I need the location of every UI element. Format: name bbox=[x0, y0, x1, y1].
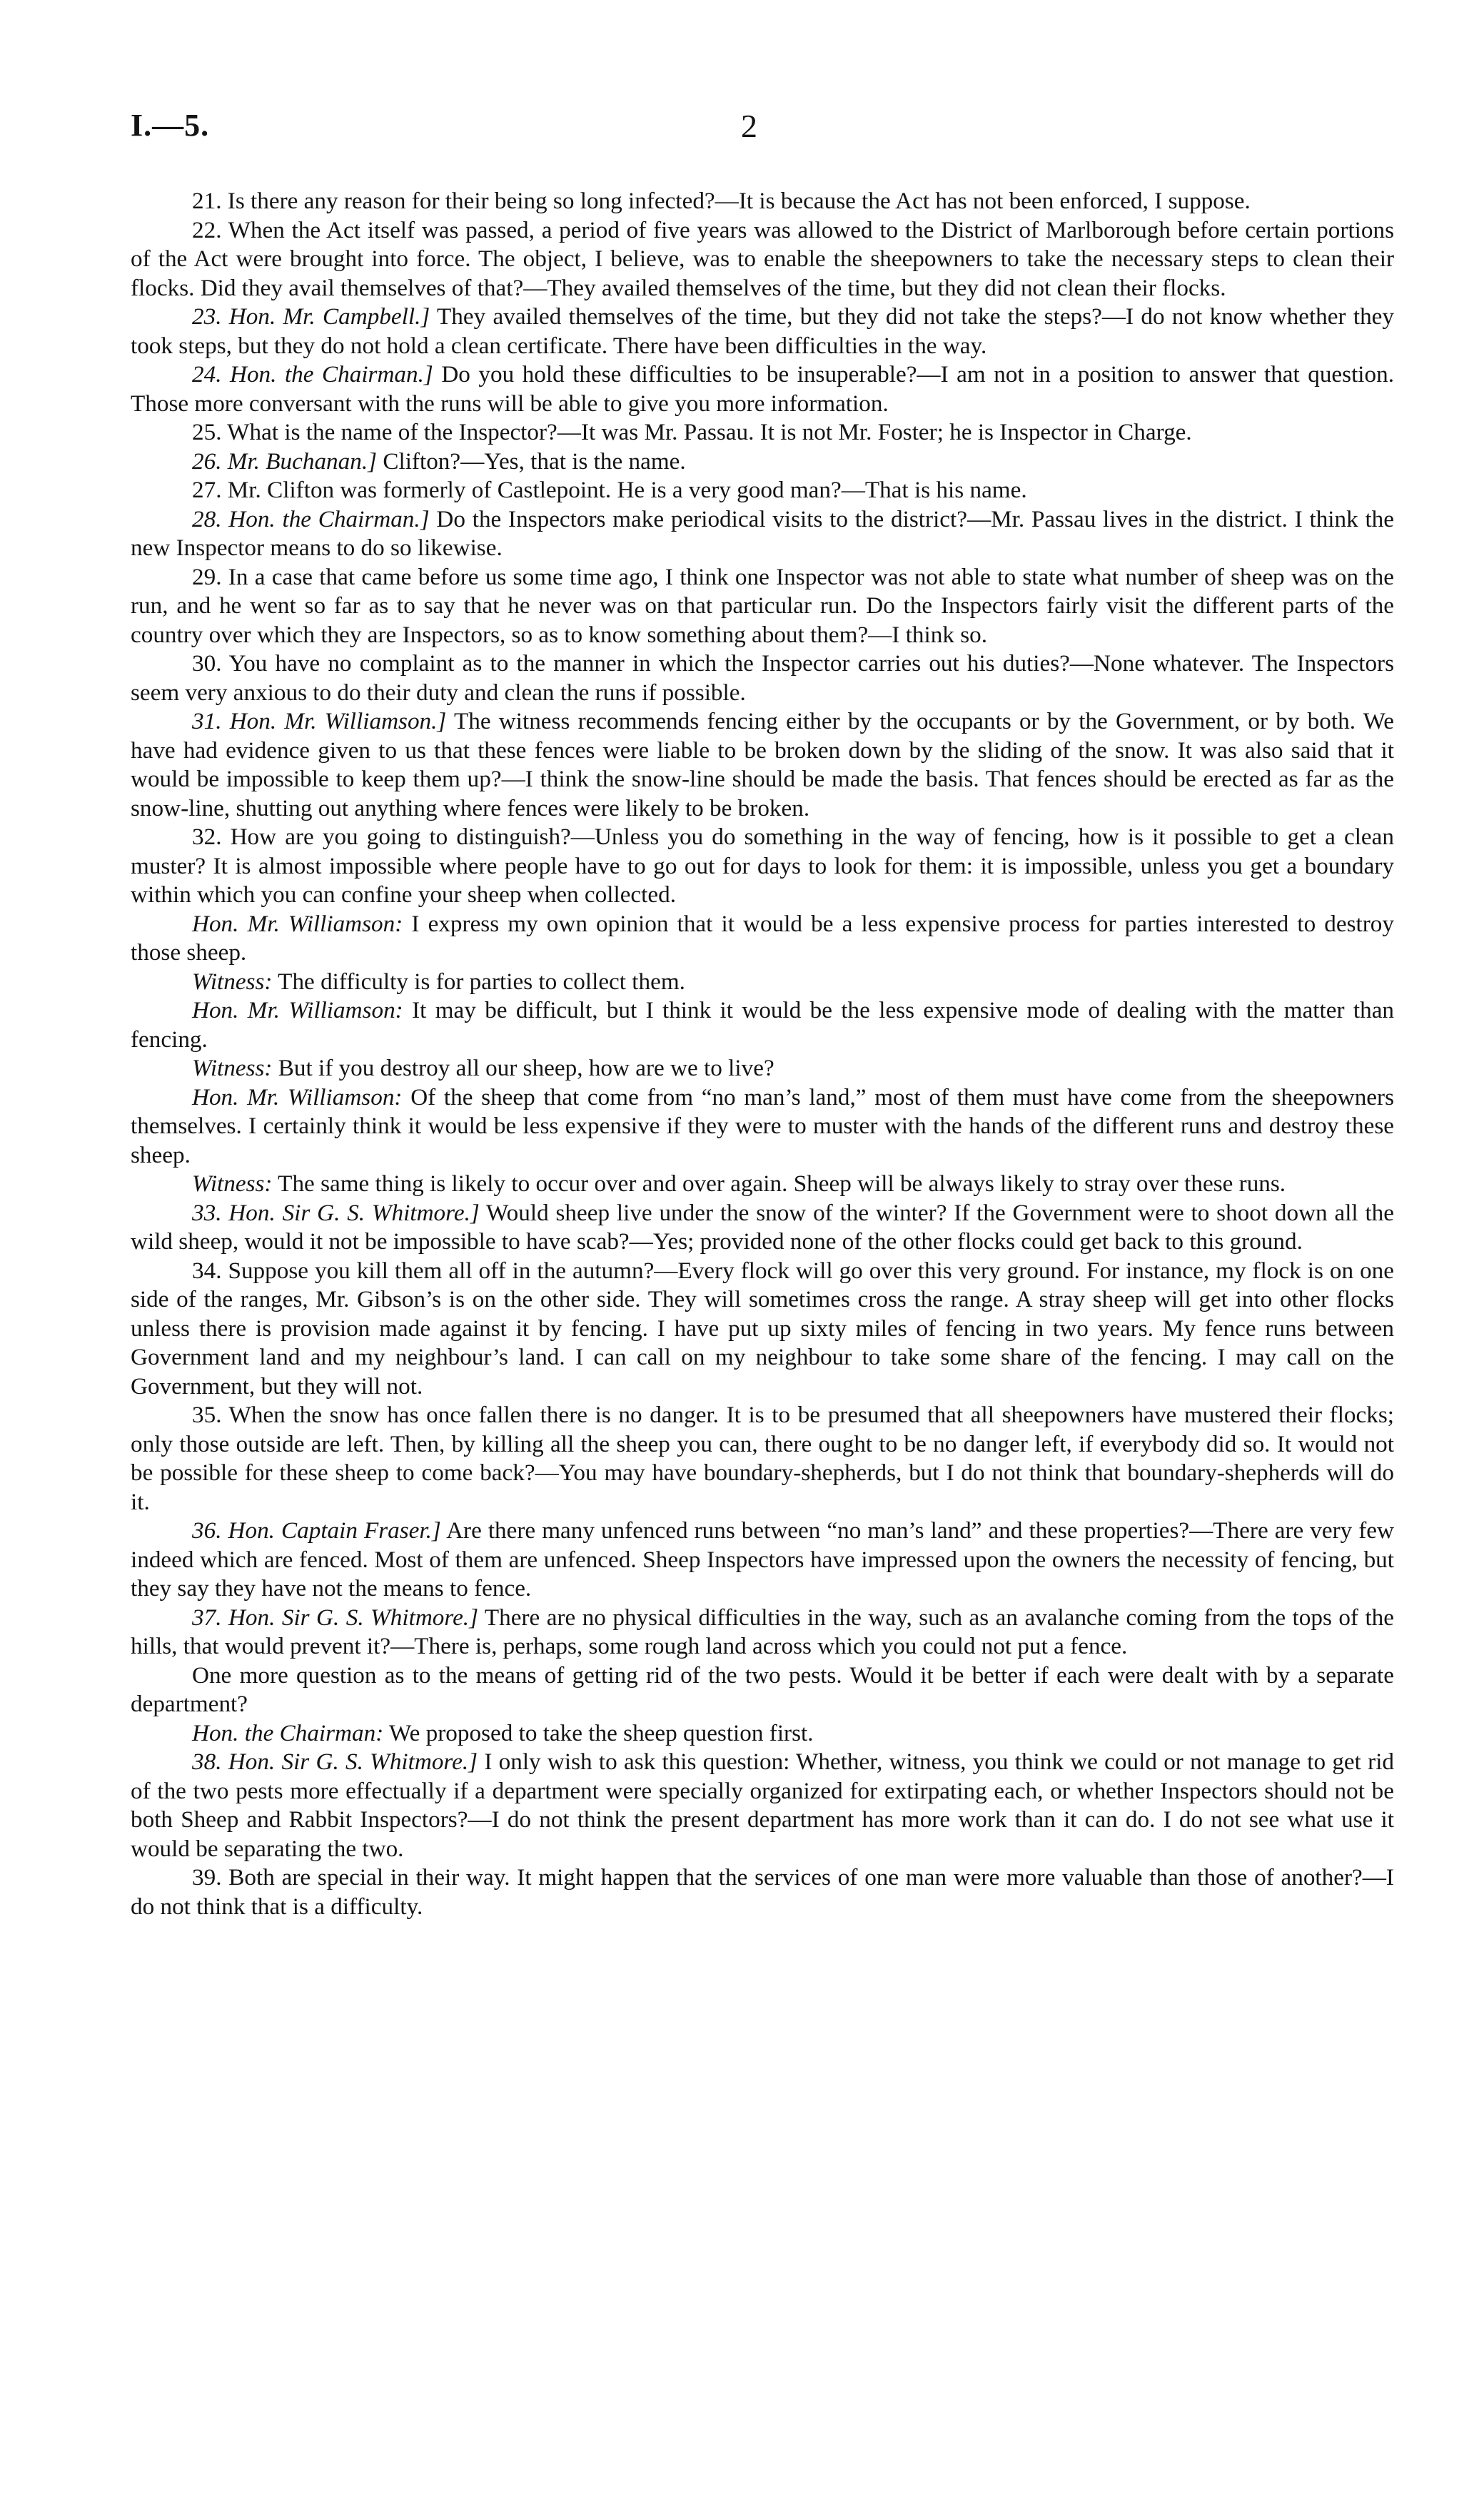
speaker-label: Hon. Mr. Williamson: bbox=[192, 1083, 403, 1110]
speaker-label: Hon. Mr. Williamson: bbox=[192, 997, 403, 1023]
paragraph bbox=[131, 1199, 1394, 1257]
paragraph bbox=[131, 968, 1394, 997]
paragraph bbox=[131, 1054, 1394, 1083]
paragraph-text: There are no physical difficulties in the way, such as an avalanche coming from the tops of the hills, that would prevent it?—There is, perhaps, some rough land across which you could not put a fence. bbox=[131, 1604, 1394, 1659]
paragraph bbox=[131, 823, 1394, 910]
paragraph bbox=[131, 1257, 1394, 1402]
paragraph-text: 21. Is there any reason for their being so long infected?—It is because the Act has not been enforced, I suppose. bbox=[192, 188, 1251, 214]
paragraph-text: It may be difficult, but I think it would be the less expensive mode of dealing with the matter than fencing. bbox=[131, 997, 1395, 1053]
paragraph-text: The witness recommends fencing either by the occupants or by the Government, or by both. We have had evidence given to us that these fences were liable to be broken down by the sliding of the snow. It was also said that it would be impossible to keep them up?—I think the snow-line should be made the basis. That fences should be erected as far as the snow-line, shutting out anything where fences were likely to be broken. bbox=[131, 708, 1395, 821]
paragraph bbox=[131, 996, 1394, 1054]
paragraph-text: Of the sheep that come from “no man’s land,” most of them must have come from the sheepowners themselves. I certainly think it would be less expensive if they were to muster with the hands of the different runs and destroy these sheep. bbox=[131, 1083, 1394, 1168]
paragraph-text: I only wish to ask this question: Whether, witness, you think we could or not manage to get rid of the two pests more effectually if a department were specially organized for extirpating each, or whether Inspectors should not be both Sheep and Rabbit Inspectors?—I do not think the present department has more work than it can do. I do not see what use it would be separating the two. bbox=[131, 1749, 1395, 1862]
page-header bbox=[131, 107, 1394, 150]
paragraph-text: Are there many unfenced runs between “no man’s land” and these properties?—There are very few indeed which are fenced. Most of them are unfenced. Sheep Inspectors have impressed upon the owners the necessity of fencing, but they say they have not the means to fence. bbox=[131, 1517, 1395, 1601]
paragraph bbox=[131, 1401, 1394, 1517]
paragraph-text: I express my own opinion that it would be a less expensive process for parties interested to destroy those sheep. bbox=[131, 910, 1394, 966]
paragraph-text: The difficulty is for parties to collect them. bbox=[278, 968, 685, 995]
speaker-label: 23. Hon. Mr. Campbell.] bbox=[192, 303, 430, 330]
paragraph-text: 35. When the snow has once fallen there is no danger. It is to be presumed that all sheepowners have mustered their flocks; only those outside are left. Then, by killing all the sheep you can, there ought to be no danger left, if everybody did so. It would not be possible for these sheep to come back?—You may have boundary-shepherds, but I do not think that boundary-shepherds will do it. bbox=[131, 1402, 1394, 1515]
paragraph bbox=[131, 1604, 1394, 1661]
paragraph bbox=[131, 649, 1394, 707]
paragraph bbox=[131, 476, 1394, 505]
paragraph bbox=[131, 1083, 1394, 1170]
paragraph-text: 29. In a case that came before us some time ago, I think one Inspector was not able to state what number of sheep was on the run, and he went so far as to say that he never was on that particular run. Do the Inspectors fairly visit the different parts of the country over which they are Inspectors, so as to know something about them?—I think so. bbox=[131, 563, 1394, 648]
speaker-label: Witness: bbox=[192, 1055, 273, 1081]
speaker-label: Hon. Mr. Williamson: bbox=[192, 910, 403, 937]
paragraph-text: Clifton?—Yes, that is the name. bbox=[383, 447, 686, 475]
paragraph-text: But if you destroy all our sheep, how are we to live? bbox=[278, 1055, 774, 1081]
document-body bbox=[131, 187, 1394, 1921]
paragraph bbox=[131, 187, 1394, 216]
document-reference: I.—5. bbox=[131, 108, 210, 143]
speaker-label: 28. Hon. the Chairman.] bbox=[192, 505, 430, 532]
speaker-label: 24. Hon. the Chairman.] bbox=[192, 361, 433, 388]
paragraph-text: Would sheep live under the snow of the winter? If the Government were to shoot down all the wild sheep, would it not be impossible to have scab?—Yes; provided none of the other flocks could get back to this ground. bbox=[131, 1199, 1394, 1255]
paragraph-text: They availed themselves of the time, but they did not take the steps?—I do not know whether they took steps, but they do not hold a clean certificate. There have been difficulties in the way. bbox=[131, 303, 1394, 359]
speaker-label: Hon. the Chairman: bbox=[192, 1719, 384, 1746]
paragraph-text: 22. When the Act itself was passed, a period of five years was allowed to the District of Marlborough before certain portions of the Act were brought into force. The object, I believe, was to enable the sheepowners to take the necessary steps to clean their flocks. Did they avail themselves of that?—They availed themselves of the time, but they did not clean their flocks. bbox=[131, 216, 1394, 301]
paragraph-text: Do you hold these difficulties to be insuperable?—I am not in a position to answer that question. Those more conversant with the runs will be able to give you more information. bbox=[131, 361, 1395, 417]
speaker-label: 33. Hon. Sir G. S. Whitmore.] bbox=[192, 1199, 480, 1226]
paragraph-text: 25. What is the name of the Inspector?—It was Mr. Passau. It is not Mr. Foster; he is Inspector in Charge. bbox=[192, 419, 1192, 445]
paragraph-text: One more question as to the means of getting rid of the two pests. Would it be better if each were dealt with by a separate department? bbox=[131, 1661, 1394, 1717]
paragraph-text: We proposed to take the sheep question first. bbox=[388, 1719, 814, 1746]
paragraph bbox=[131, 910, 1394, 968]
paragraph bbox=[131, 707, 1394, 823]
paragraph bbox=[131, 505, 1394, 563]
paragraph bbox=[131, 1863, 1394, 1921]
paragraph bbox=[131, 1661, 1394, 1719]
paragraph-text: 27. Mr. Clifton was formerly of Castlepoint. He is a very good man?—That is his name. bbox=[192, 477, 1027, 503]
paragraph bbox=[131, 1517, 1394, 1604]
paragraph bbox=[131, 447, 1394, 477]
paragraph bbox=[131, 303, 1394, 360]
paragraph bbox=[131, 1719, 1394, 1749]
paragraph bbox=[131, 1170, 1394, 1199]
paragraph-text: The same thing is likely to occur over and over again. Sheep will be always likely to stray over these runs. bbox=[278, 1170, 1286, 1197]
paragraph-text: 34. Suppose you kill them all off in the autumn?—Every flock will go over this very ground. For instance, my flock is on one side of the ranges, Mr. Gibson’s is on the other side. They will sometimes cross the range. A stray sheep will get into other flocks unless there is provision made against it by fencing. I have put up sixty miles of fencing in two years. My fence runs between Government land and my neighbour’s land. I can call on my neighbour to take some share of the fencing. I may call on the Government, but they will not. bbox=[131, 1257, 1394, 1400]
speaker-label: 26. Mr. Buchanan.] bbox=[192, 447, 378, 475]
speaker-label: 31. Hon. Mr. Williamson.] bbox=[192, 708, 447, 734]
paragraph bbox=[131, 1748, 1394, 1863]
speaker-label: Witness: bbox=[192, 1170, 273, 1197]
paragraph bbox=[131, 418, 1394, 447]
paragraph-text: Do the Inspectors make periodical visits to the district?—Mr. Passau lives in the district. I think the new Inspector means to do so likewise. bbox=[131, 505, 1395, 561]
paragraph-text: 32. How are you going to distinguish?—Unless you do something in the way of fencing, how is it possible to get a clean muster? It is almost impossible where people have to go out for days to look for them: it is impossible, unless you get a boundary within which you can confine your sheep when collected. bbox=[131, 824, 1394, 908]
paragraph bbox=[131, 216, 1394, 303]
paragraph-text: 30. You have no complaint as to the manner in which the Inspector carries out his duties?—None whatever. The Inspectors seem very anxious to do their duty and clean the runs if possible. bbox=[131, 650, 1394, 706]
paragraph bbox=[131, 360, 1394, 418]
speaker-label: 38. Hon. Sir G. S. Whitmore.] bbox=[192, 1749, 478, 1775]
paragraph-text: 39. Both are special in their way. It might happen that the services of one man were more valuable than those of another?—I do not think that is a difficulty. bbox=[131, 1864, 1394, 1920]
speaker-label: 36. Hon. Captain Fraser.] bbox=[192, 1517, 441, 1544]
speaker-label: 37. Hon. Sir G. S. Whitmore.] bbox=[192, 1604, 479, 1631]
paragraph bbox=[131, 563, 1394, 650]
page-number: 2 bbox=[741, 108, 757, 144]
speaker-label: Witness: bbox=[192, 968, 273, 995]
